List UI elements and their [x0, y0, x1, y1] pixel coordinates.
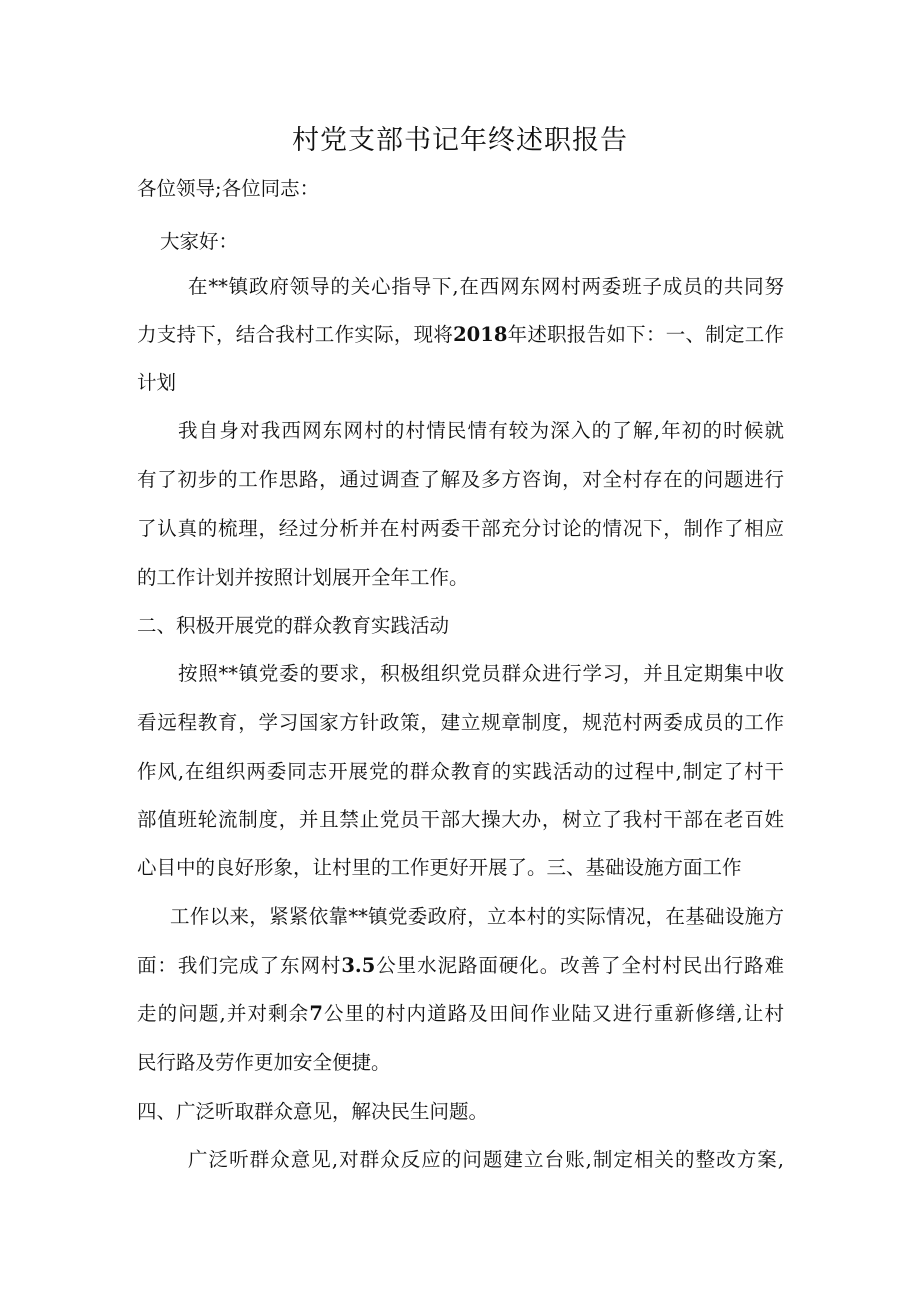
- document-title: 村党支部书记年终述职报告: [292, 125, 628, 156]
- paragraph-line: 作风,在组织两委同志开展党的群众教育的实践活动的过程中,制定了村干: [137, 760, 784, 783]
- paragraph-line: 按照**镇党委的要求，积极组织党员群众进行学习，并且定期集中收: [178, 662, 784, 685]
- paragraph-line: 计划: [137, 371, 177, 394]
- paragraph-line: 力支持下，结合我村工作实际，现将2018年述职报告如下：一、制定工作: [137, 323, 784, 346]
- greeting-line: 大家好：: [160, 230, 239, 253]
- paragraph-line: 了认真的梳理，经过分析并在村两委干部充分讨论的情况下，制作了相应: [137, 517, 784, 540]
- paragraph-line: 部值班轮流制度，并且禁止党员干部大操大办，树立了我村干部在老百姓: [137, 808, 784, 831]
- paragraph-line: 有了初步的工作思路，通过调查了解及多方咨询，对全村存在的问题进行: [137, 468, 784, 491]
- paragraph-line: 我自身对我西网东网村的村情民情有较为深入的了解,年初的时候就: [178, 419, 784, 442]
- paragraph-line: 工作以来，紧紧依靠**镇党委政府，立本村的实际情况，在基础设施方: [170, 905, 784, 928]
- paragraph-line: 看远程教育，学习国家方针政策，建立规章制度，规范村两委成员的工作: [137, 711, 784, 734]
- salutation-line: 各位领导;各位同志：: [137, 177, 320, 200]
- paragraph-line: 心目中的良好形象，让村里的工作更好开展了。三、基础设施方面工作: [137, 856, 742, 879]
- paragraph-line: 民行路及劳作更加安全便捷。: [137, 1051, 391, 1074]
- paragraph-line: 在**镇政府领导的关心指导下,在西网东网村两委班子成员的共同努: [188, 275, 784, 298]
- paragraph-line: 广泛听群众意见,对群众反应的问题建立台账,制定相关的整改方案,: [188, 1148, 784, 1171]
- section-heading: 二、积极开展党的群众教育实践活动: [137, 614, 450, 637]
- section-heading: 四、广泛听取群众意见，解决民生问题。: [137, 1100, 489, 1123]
- paragraph-line: 的工作计划并按照计划展开全年工作。: [137, 566, 469, 589]
- paragraph-line: 走的问题,并对剩余7公里的村内道路及田间作业陆又进行重新修缮,让村: [137, 1002, 784, 1025]
- paragraph-line: 面：我们完成了东网村3.5公里水泥路面硬化。改善了全村村民出行路难: [137, 954, 784, 977]
